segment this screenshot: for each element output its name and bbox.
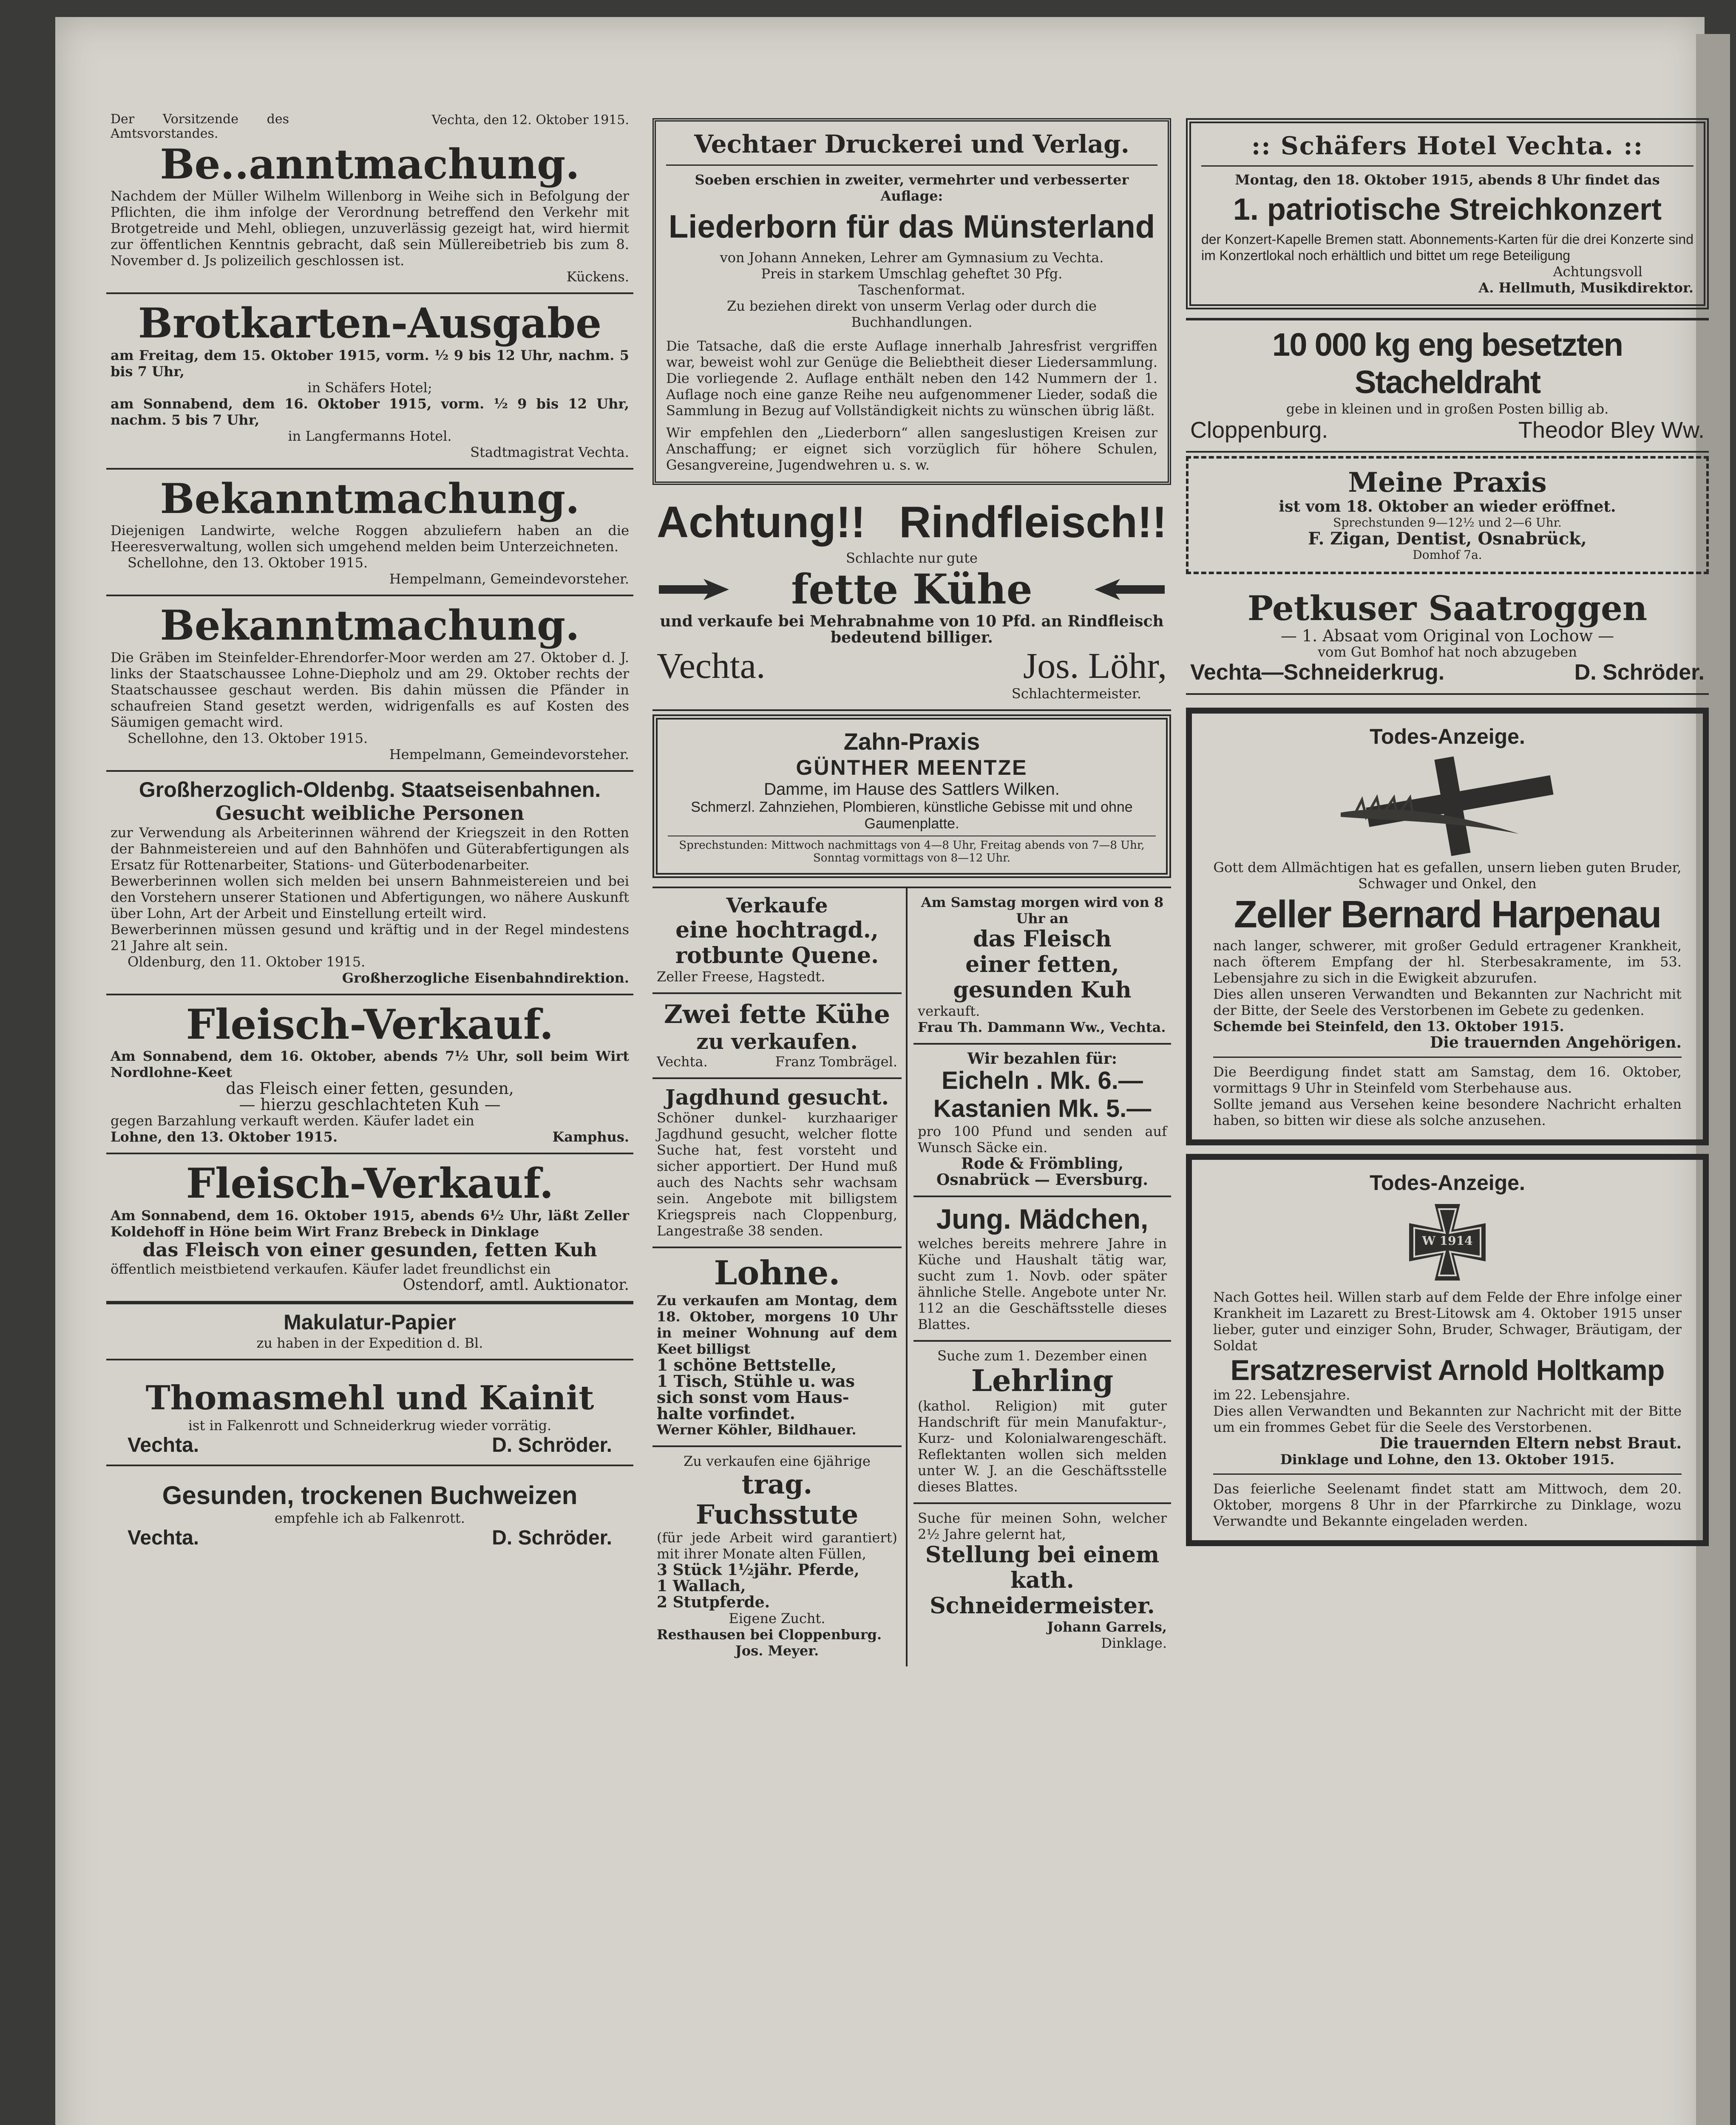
ad-line: — 1. Absaat vom Original von Lochow — (1280, 626, 1614, 645)
ad-makulatur (106, 1303, 633, 1360)
ad-liederborn (652, 118, 1171, 485)
ad-body: zu haben in der Expedition d. Bl. (256, 1334, 483, 1351)
ad-title-left: Achtung!! (657, 498, 865, 547)
ad-intro: Suche zum 1. Dezember einen (937, 1347, 1147, 1364)
ad-body: ist in Falkenrott und Schneiderkrug wieder vorrätig. (188, 1417, 552, 1434)
ad-place: Vechta. (128, 1434, 199, 1456)
ad-signature: Kamphus. (552, 1129, 629, 1145)
ad-line: sich sonst vom Haus- (657, 1387, 849, 1407)
ad-location: in Langfermanns Hotel. (288, 428, 452, 444)
column-1 (106, 106, 633, 1557)
subcolumn-left (652, 888, 908, 1666)
ad-intro: Soeben erschien in zweiter, vermehrter und verbesserter Auflage: (695, 171, 1129, 204)
ad-headline: fette Kühe (791, 565, 1033, 614)
ad-title: Gesunden, trockenen Buchweizen (162, 1481, 578, 1510)
ad-title: Bekanntmachung. (160, 601, 580, 650)
ad-bekanntmachung-graeben (106, 596, 633, 771)
ad-schaefers-hotel (1186, 118, 1709, 309)
ad-body: (kathol. Religion) mit guter Handschrift für mein Manufaktur-, Kurz- und Kolonialwarengeschäft. Reflektanten wollen sich melden unter W. J. an die Geschäftsstelle dieses Blattes. (918, 1398, 1167, 1495)
ad-place: Damme, im Hause des Sattlers Wilken. (764, 780, 1060, 799)
pointing-hand-left-icon (1090, 575, 1167, 604)
ad-deceased-name: Zeller Bernard Harpenau (1234, 893, 1661, 936)
ad-date: Schellohne, den 13. Oktober 1915. (128, 555, 368, 571)
ad-line: ist vom 18. Oktober an wieder eröffnet. (1279, 497, 1616, 516)
ad-place: Vechta. (657, 1054, 708, 1070)
ad-title: Großherzoglich-Oldenbg. Staatseisenbahnen. (139, 777, 601, 802)
ad-body: pro 100 Pfund und senden auf Wunsch Säcke ein. (918, 1123, 1167, 1156)
ad-body: Schöner dunkel- kurzhaariger Jagdhund gesucht, welcher flotte Suche hat, fest vorsteht und sicher apportiert. Der Hund muß auch des Nachts sehr wachsam sein. Angebote mit billigstem Kriegspreis nach Cloppenburg, Langestraße 38 senden. (657, 1109, 897, 1239)
ad-bekanntmachung-roggen (106, 470, 633, 596)
ad-title: Zwei fette Kühe (664, 999, 891, 1029)
cross-with-palm-icon (1213, 749, 1638, 859)
ad-sub: zu verkaufen. (696, 1028, 858, 1054)
ad-title: Stellung bei einem kath. Schneidermeister. (925, 1542, 1160, 1619)
column-2 (652, 115, 1171, 1666)
ad-line: 1 Tisch, Stühle u. was (657, 1371, 855, 1391)
ad-signature: Theodor Bley Ww. (1518, 417, 1705, 443)
ad-body: zur Verwendung als Arbeiterinnen während der Kriegszeit in den Rotten der Bahnmeistereien und auf den Bahnhöfen und Güterabfertigungen als Ersatz für Rottenarbeiter, Stations- und Güterbodenarbeiter. (111, 824, 629, 873)
ad-body: Diejenigen Landwirte, welche Roggen abzuliefern haben an die Heeresverwaltung, wollen sich umgehend melden beim Unterzeichneten. (111, 522, 629, 555)
iron-cross-icon (1405, 1200, 1490, 1285)
subcolumn-right (908, 888, 1171, 1666)
ad-signature: D. Schröder. (492, 1526, 612, 1549)
ad-price-row: Eicheln . Mk. 6.— (942, 1066, 1143, 1094)
ad-author: von Johann Anneken, Lehrer am Gymnasium zu Vechta. (720, 249, 1104, 266)
ad-hours: Sprechstunden: Mittwoch nachmittags von 4—8 Uhr, Freitag abends von 7—8 Uhr, Sonntag vormittags von 8—12 Uhr. (668, 836, 1156, 864)
ad-intro: Nach Gottes heil. Willen starb auf dem Felde der Ehre infolge einer Krankheit im Lazarett zu Brest-Litowsk am 4. Oktober 1915 unser lieber, guter und einziger Sohn, Bruder, Schwager, Bräutigam, der Soldat (1213, 1289, 1682, 1354)
ad-location: in Schäfers Hotel; (307, 379, 432, 396)
ad-intro: Zu verkaufen eine 6jährige (684, 1453, 871, 1469)
ad-title: Todes-Anzeige. (1370, 1171, 1525, 1195)
ad-line: Eigene Zucht. (729, 1610, 825, 1627)
ad-family: Die trauernden Eltern nebst Braut. (1379, 1434, 1682, 1452)
ad-mass: Das feierliche Seelenamt findet statt am Mittwoch, dem 20. Oktober, morgens 8 Uhr in der Pfarrkirche zu Dinklage, wozu Verwandte und Bekannte eingeladen werden. (1213, 1480, 1682, 1529)
ad-signature: Großherzogliche Eisenbahndirektion. (342, 969, 629, 986)
ad-line: einer fetten, (965, 951, 1119, 978)
ad-title: Jung. Mädchen, (936, 1203, 1149, 1235)
ad-place: Vechta—Schneiderkrug. (1190, 660, 1445, 685)
ad-title: Todes-Anzeige. (1370, 724, 1525, 748)
ad-zwei-kuehe (652, 994, 902, 1080)
ad-line: — hierzu geschlachteten Kuh — (239, 1095, 501, 1114)
ad-event: 1. patriotische Streichkonzert (1233, 192, 1662, 227)
ad-body: gebe in kleinen und in großen Posten billig ab. (1286, 401, 1609, 417)
ad-title: Vechtaer Druckerei und Verlag. (666, 130, 1157, 166)
ad-fleisch-verkauf-2 (106, 1154, 633, 1303)
ad-line: gegen Barzahlung verkauft werden. Käufer ladet ein (111, 1113, 474, 1129)
ad-place: Osnabrück — Eversburg. (936, 1170, 1148, 1189)
ad-signature: Zeller Freese, Hagstedt. (657, 968, 825, 985)
ad-title: Meine Praxis (1348, 467, 1547, 499)
ad-signature: Werner Köhler, Bildhauer. (657, 1421, 857, 1438)
ad-line: gesunden Kuh (953, 977, 1132, 1003)
ad-body: Die Gräben im Steinfelder-Ehrendorfer-Moor werden am 27. Oktober d. J. links der Staatschaussee Lohne-Diepholz und am 29. Oktober rechts der Staatschaussee geschaut werden. Bis dahin müssen die Pfänder in schaufreien Stand gesetzt werden, widrigenfalls es auf Kosten des Säumigen gemacht wird. (111, 649, 629, 730)
ad-title: Makulatur-Papier (284, 1310, 456, 1334)
ad-line: öffentlich meistbietend verkaufen. Käufer ladet freundlichst ein (111, 1261, 551, 1278)
ad-signature: Rode & Frömbling, (961, 1154, 1123, 1173)
ad-place: Dinklage. (1101, 1635, 1167, 1651)
ad-place: Cloppenburg. (1190, 417, 1328, 443)
ad-lohne (652, 1248, 902, 1447)
ad-body: der Konzert-Kapelle Bremen statt. Abonnements-Karten für die drei Konzerte sind im Konzertlokal noch erhältlich und bittet um rege Beteiligung (1201, 232, 1693, 264)
ad-body: Schmerzl. Zahnziehen, Plombieren, künstliche Gebisse mit und ohne Gaumenplatte. (691, 799, 1133, 832)
ad-dateline: Vechta, den 12. Oktober 1915. (431, 113, 629, 128)
ad-brotkarten (106, 294, 633, 469)
ad-line: vom Gut Bomhof hat noch abzugeben (1318, 643, 1577, 660)
ad-intro: Gott dem Allmächtigen hat es gefallen, unsern lieben guten Bruder, Schwager und Onkel, den (1213, 859, 1682, 892)
ad-line: das Fleisch (973, 926, 1112, 952)
ad-request: Dies allen unseren Verwandten und Bekannten zur Nachricht mit der Bitte, der Seele des Verstorbenen im Gebete zu gedenken. (1213, 986, 1682, 1019)
ad-title: Fleisch-Verkauf. (186, 1159, 554, 1208)
ad-line: das Fleisch einer fetten, gesunden, (226, 1079, 514, 1098)
iron-cross-text: W 1914 (1422, 1233, 1473, 1248)
ad-date: Dinklage und Lohne, den 13. Oktober 1915. (1213, 1451, 1682, 1475)
ad-stacheldraht (1186, 318, 1709, 453)
ad-signature: D. Schröder. (492, 1434, 612, 1456)
ad-format: Taschenformat. (858, 282, 965, 298)
ad-line: Montag, den 18. Oktober 1915, abends 8 Uhr findet das (1235, 171, 1660, 188)
ad-body: nach langer, schwerer, mit großer Geduld ertragener Krankheit, nach öfterem Empfang der hl. Sterbesakramente, im 53. Lebensjahre zu sich in die Ewigkeit abzurufen. (1213, 938, 1682, 986)
ad-signature: Franz Tombrägel. (775, 1054, 897, 1070)
ad-funeral: Die Beerdigung findet statt am Samstag, dem 16. Oktober, vormittags 9 Uhr in Steinfeld vom Sterbehause aus. (1213, 1064, 1682, 1096)
ad-deceased-name: Ersatzreservist Arnold Holtkamp (1230, 1354, 1665, 1386)
ad-signature: Ostendorf, amtl. Auktionator. (403, 1276, 629, 1294)
ad-order: Zu beziehen direkt von unserm Verlag oder durch die Buchhandlungen. (727, 298, 1097, 331)
ad-title: Zahn-Praxis (843, 728, 980, 755)
ad-line: 3 Stück 1½jähr. Pferde, (657, 1561, 859, 1579)
ad-signature: Kückens. (566, 269, 629, 285)
ad-note: Sollte jemand aus Versehen keine besondere Nachricht erhalten haben, so bitten wir diese als solche anzusehen. (1213, 1096, 1682, 1129)
ad-thomasmehl (106, 1360, 633, 1466)
ad-eicheln (913, 1045, 1171, 1197)
ad-schneidermeister (913, 1504, 1171, 1658)
ad-signature: Hempelmann, Gemeindevorsteher. (389, 571, 629, 587)
ad-name: F. Zigan, Dentist, Osnabrück, (1308, 528, 1587, 549)
ad-head: Wir bezahlen für: (967, 1049, 1118, 1068)
ad-title: Thomasmehl und Kainit (145, 1378, 594, 1417)
ad-signature: Johann Garrels, (1047, 1618, 1167, 1635)
ad-quene (652, 888, 902, 994)
ad-title: Lehrling (971, 1363, 1114, 1398)
ad-place: Resthausen bei Cloppenburg. (657, 1626, 882, 1643)
ad-line: und verkaufe bei Mehrabnahme von 10 Pfd. an Rindfleisch bedeutend billiger. (660, 612, 1164, 646)
ad-line: 2 Stutpferde. (657, 1593, 770, 1612)
ad-jagdhund (652, 1079, 902, 1248)
ad-address: Domhof 7a. (1413, 547, 1482, 562)
ad-line: eine hochtragd., (675, 917, 879, 944)
ad-recommend: Wir empfehlen den „Liederborn“ allen sangeslustigen Kreisen zur Anschaffung; er eignet sich vorzüglich für höhere Schulen, Gesangvereine, Jugendwehren u. s. w. (666, 425, 1157, 473)
ad-title: Bekanntmachung. (160, 474, 580, 523)
ad-title: Brotkarten-Ausgabe (138, 299, 602, 348)
ad-body: empfehle ich ab Falkenrott. (275, 1510, 465, 1526)
ad-place: Lohne, den 13. Oktober 1915. (111, 1129, 338, 1145)
ad-role: Schlachtermeister. (1011, 686, 1141, 702)
ad-petkuser-saatroggen (1186, 583, 1709, 695)
ad-place: Vechta. (128, 1526, 199, 1549)
ad-jung-maedchen (913, 1197, 1171, 1342)
ad-zahn-praxis (652, 714, 1171, 878)
ad-intro: Suche für meinen Sohn, welcher 2½ Jahre gelernt hat, (918, 1510, 1167, 1543)
ad-title: Jagdhund gesucht. (665, 1085, 889, 1110)
ad-fleisch-samstag (913, 888, 1171, 1044)
ad-title: :: Schäfers Hotel Vechta. :: (1201, 132, 1693, 167)
ad-body: Bewerberinnen wollen sich melden bei unsern Bahnmeistereien und bei den Vorstehern unserer Stationen und Abfertigungen, wo nähere Auskunft über Lohn, Art der Arbeit und Einstellung erteilt wird. (111, 873, 629, 921)
ad-body: Die Tatsache, daß die erste Auflage innerhalb Jahresfrist vergriffen war, beweist wohl zur Genüge die Beliebtheit dieser Liedersammlung. Die vorliegende 2. Auflage enthält neben den 142 Nummern der 1. Auflage noch eine ganze Reihe neu aufgenommener Lieder, sodaß die Sammlung in Bezug auf Vollständigkeit nichts zu wünschen übrig läßt. (666, 338, 1157, 419)
ad-family: Die trauernden Angehörigen. (1213, 1034, 1682, 1058)
ad-body: Nachdem der Müller Wilhelm Willenborg in Weihe sich in Befolgung der Pflichten, die ihm infolge der Verordnung betreffend den Verkehr mit Brotgetreide und Mehl, obliegen, unzuverlässig gezeigt hat, wird hiermit zur öffentlichen Kenntnis gebracht, daß sein Müllereibetrieb bis zum 8. November d. Js polizeilich geschlossen ist. (111, 188, 629, 269)
ad-signature: Jos. Meyer. (735, 1643, 819, 1659)
ad-signature: Jos. Löhr, (1023, 645, 1167, 686)
pointing-hand-right-icon (657, 575, 733, 604)
ad-sub: (für jede Arbeit wird garantiert) mit ihrer Monate alten Füllen, (657, 1530, 897, 1562)
ad-title: Fleisch-Verkauf. (186, 1000, 554, 1048)
ad-todesanzeige-harpenau (1186, 708, 1709, 1146)
ad-book-title: Liederborn für das Münsterland (668, 208, 1155, 245)
ad-fuchsstute (652, 1447, 902, 1667)
ad-title-right: Rindfleisch!! (899, 498, 1167, 547)
ad-fleisch-verkauf-1 (106, 995, 633, 1154)
ad-left-head: Der Vorsitzende des Amtsvorstandes. (111, 112, 289, 141)
ad-lehrling (913, 1342, 1171, 1504)
ad-place: Vechta. (657, 645, 766, 686)
ad-meine-praxis (1186, 456, 1709, 574)
ad-title: Be..anntmachung. (160, 140, 580, 188)
ad-line: rotbunte Quene. (675, 943, 879, 969)
ad-line: halte vorfindet. (657, 1403, 795, 1423)
ad-body: Bewerberinnen müssen gesund und kräftig und in der Regel mindestens 21 Jahre alt sein. (111, 921, 629, 954)
ad-signature: Stadtmagistrat Vechta. (470, 444, 629, 460)
ad-eisenbahn (106, 772, 633, 995)
ad-subtitle: Gesucht weibliche Personen (215, 802, 525, 825)
ad-greeting: Achtungsvoll (1553, 264, 1642, 280)
ad-name: GÜNTHER MEENTZE (796, 755, 1028, 779)
ad-rindfleisch (652, 493, 1171, 711)
ad-signature: D. Schröder. (1574, 660, 1705, 685)
ad-price: Preis in starkem Umschlag geheftet 30 Pfg. (761, 266, 1063, 282)
ad-bekanntmachung-kueckens (106, 106, 633, 294)
ad-signature: Hempelmann, Gemeindevorsteher. (389, 746, 629, 762)
ad-age: im 22. Lebensjahre. (1213, 1386, 1350, 1403)
ad-request: Dies allen Verwandten und Bekannten zur Nachricht mit der Bitte um ein frommes Gebet für die Seele des Verstorbenen. (1213, 1402, 1682, 1435)
ad-date: Oldenburg, den 11. Oktober 1915. (128, 953, 366, 970)
ad-title: Lohne. (714, 1253, 840, 1292)
ad-buchweizen (106, 1466, 633, 1557)
ad-price-row: Kastanien Mk. 5.— (933, 1095, 1152, 1123)
ad-line: Am Sonnabend, dem 16. Oktober, abends 7½ Uhr, soll beim Wirt Nordlohne-Keet (111, 1048, 629, 1081)
ad-line: Am Sonnabend, dem 16. Oktober 1915, abends 6½ Uhr, läßt Zeller Koldehoff in Höne beim Wirt Franz Brebeck in Dinklage (111, 1207, 629, 1240)
ad-hours: Sprechstunden 9—12½ und 2—6 Uhr. (1333, 515, 1562, 530)
ad-title: Petkuser Saatroggen (1247, 588, 1648, 628)
ad-signature: A. Hellmuth, Musikdirektor. (1478, 280, 1693, 296)
ad-line: Schlachte nur gute (846, 550, 978, 567)
ad-line: am Sonnabend, dem 16. Oktober 1915, vorm. ½ 9 bis 12 Uhr, nachm. 5 bis 7 Uhr, (111, 395, 629, 428)
ad-line: verkauft. (918, 1003, 980, 1019)
ad-line: das Fleisch von einer gesunden, fetten Kuh (142, 1239, 597, 1261)
ad-line: 1 schöne Bettstelle, (657, 1355, 837, 1374)
ad-body: welches bereits mehrere Jahre in Küche und Haushalt tätig war, sucht zum 1. Novb. oder später ähnliche Stelle. Angebote unter Nr. 112 an die Geschäftsstelle dieses Blattes. (918, 1235, 1167, 1332)
ad-line: 1 Wallach, (657, 1577, 746, 1595)
column-3 (1186, 115, 1709, 1555)
ad-signature: Frau Th. Dammann Ww., Vechta. (918, 1019, 1166, 1035)
ad-line: Verkaufe (726, 894, 828, 918)
ad-todesanzeige-holtkamp (1186, 1154, 1709, 1546)
ad-date: Schellohne, den 13. Oktober 1915. (128, 730, 368, 746)
ad-intro: Am Samstag morgen wird von 8 Uhr an (921, 894, 1164, 927)
ad-line: am Freitag, dem 15. Oktober 1915, vorm. ½ 9 bis 12 Uhr, nachm. 5 bis 7 Uhr, (111, 347, 629, 380)
ad-title: trag. Fuchsstute (695, 1468, 859, 1530)
ad-intro: Zu verkaufen am Montag, dem 18. Oktober, morgens 10 Uhr in meiner Wohnung auf dem Keet billigst (657, 1292, 897, 1357)
ad-date: Schemde bei Steinfeld, den 13. Oktober 1915. (1213, 1018, 1564, 1035)
ad-title: 10 000 kg eng besetzten Stacheldraht (1272, 327, 1623, 400)
